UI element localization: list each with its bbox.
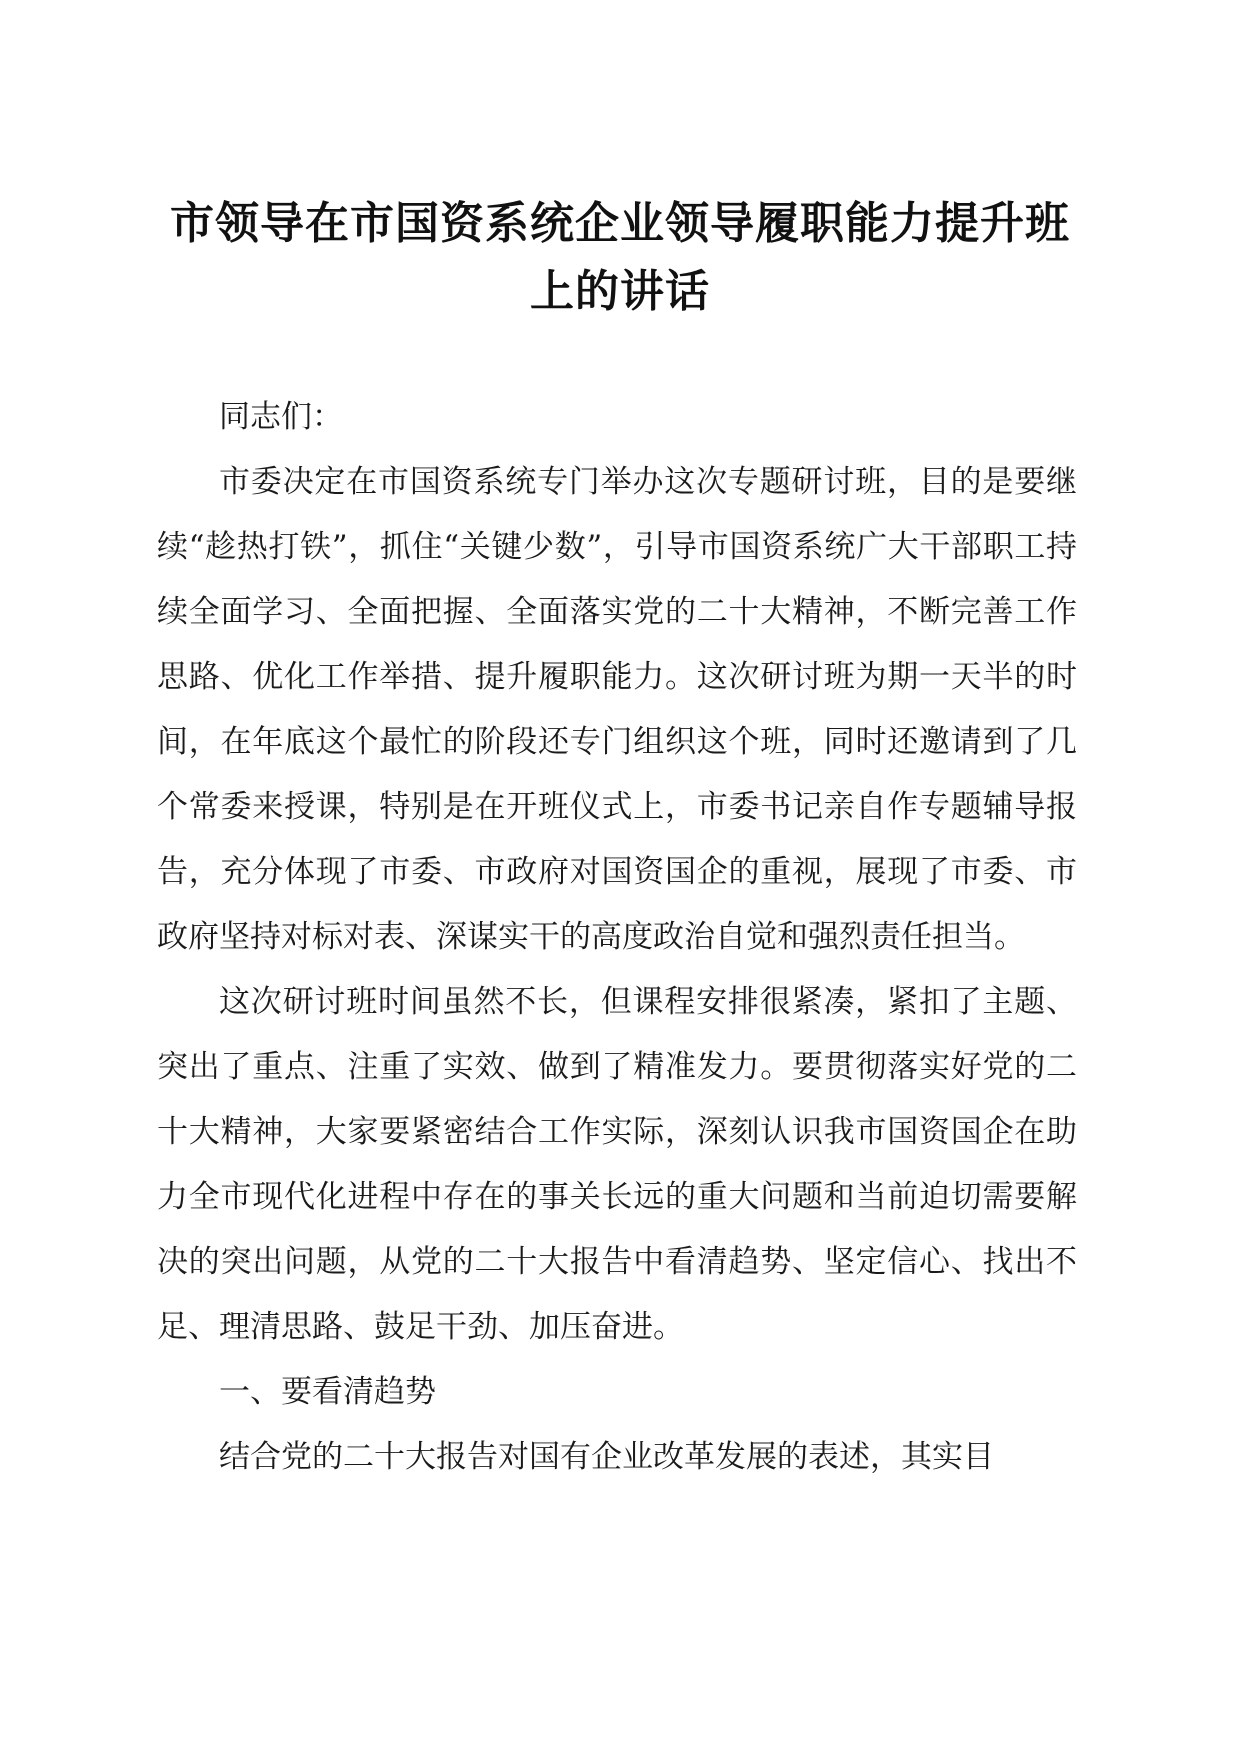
salutation: 同志们： (219, 399, 343, 435)
paragraph-1: 市委决定在市国资系统专门举办这次专题研讨班，目的是要继续“趁热打铁”，抓住“关键少数”，引导市国资系统广大干部职工持续全面学习、全面把握、全面落实党的二十大精神，不断完善工作思路、优化工作举措、提升履职能力。这次研讨班为期一天半的时间，在年底这个最忙的阶段还专门组织这个班，同时还邀请到了几个常委来授课，特别是在开班仪式上，市委书记亲自作专题辅导报告，充分体现了市委、市政府对国资国企的重视，展现了市委、市政府坚持对标对表、深谋实干的高度政治自觉和强烈责任担当。 (157, 464, 1077, 955)
title-line-2: 上的讲话 (530, 266, 710, 317)
paragraph-3: 结合党的二十大报告对国有企业改革发展的表述，其实目 (219, 1439, 994, 1475)
section-heading: 一、要看清趋势 (219, 1374, 436, 1410)
title-line-1: 市领导在市国资系统企业领导履职能力提升班 (170, 198, 1070, 249)
paragraph-2: 这次研讨班时间虽然不长，但课程安排很紧凑，紧扣了主题、突出了重点、注重了实效、做到了精准发力。要贯彻落实好党的二十大精神，大家要紧密结合工作实际，深刻认识我市国资国企在助力全市现代化进程中存在的事关长远的重大问题和当前迫切需要解决的突出问题，从党的二十大报告中看清趋势、坚定信心、找出不足、理清思路、鼓足干劲、加压奋进。 (157, 984, 1077, 1345)
document-title (150, 190, 1090, 326)
document-body (157, 385, 1077, 1490)
